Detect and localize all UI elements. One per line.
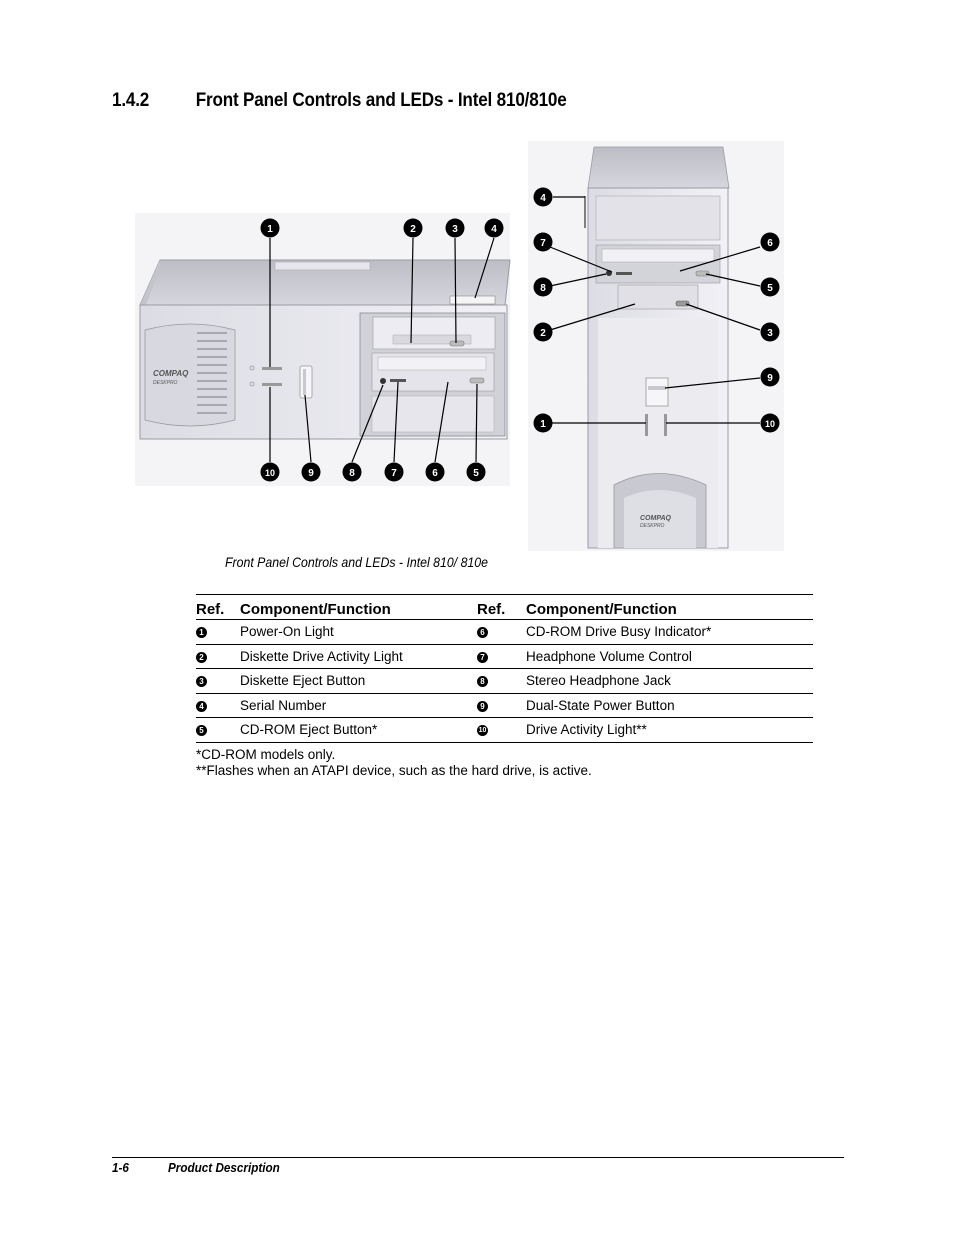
header-ref-1: Ref. [196,595,240,620]
tower-callout-5-label: 5 [767,283,773,294]
ref-badge: 9 [477,701,488,712]
ref-badge: 10 [478,727,487,735]
tower-callout-1-label: 1 [540,419,546,430]
tower-brand-logo: COMPAQ [640,515,671,522]
header-component-1: Component/Function [240,595,477,620]
footnote-cdrom: *CD-ROM models only. [196,747,336,762]
table-row [196,644,813,669]
desktop-unit [135,213,510,486]
tower-callout-4-label: 4 [540,193,546,204]
table-row [196,718,813,743]
ref-badge: 7 [477,652,488,663]
component-cell: Diskette Drive Activity Light [240,644,477,669]
table-row [196,693,813,718]
component-cell: Serial Number [240,693,477,718]
callout-4-label: 4 [491,224,497,235]
callout-8-label: 8 [349,468,355,479]
callout-3-label: 3 [452,224,458,235]
footer-title: Product Description [168,1160,280,1175]
callout-10-label: 10 [264,468,276,478]
footer-divider [112,1157,844,1158]
table-header-row [196,595,813,620]
component-cell: CD-ROM Drive Busy Indicator* [526,620,813,645]
tower-callout-2-label: 2 [540,328,546,339]
tower-callout-10-label: 10 [764,419,776,429]
component-cell: Diskette Eject Button [240,669,477,694]
tower-model-logo: DESKPRO [640,523,665,529]
footnote-atapi: **Flashes when an ATAPI device, such as the hard drive, is active. [196,763,592,778]
component-cell: CD-ROM Eject Button* [240,718,477,743]
tower-callout-9-label: 9 [767,373,773,384]
callout-6-label: 6 [432,468,438,479]
section-number: 1.4.2 [112,90,150,111]
ref-badge: 4 [196,701,207,712]
reference-table [196,594,813,743]
ref-badge: 8 [477,676,488,687]
table-row [196,620,813,645]
ref-badge: 1 [196,627,207,638]
ref-badge: 6 [477,627,488,638]
component-cell: Power-On Light [240,620,477,645]
desktop-brand-logo: COMPAQ [153,369,189,378]
tower-callout-7-label: 7 [540,238,546,249]
component-cell: Drive Activity Light** [526,718,813,743]
callout-1-label: 1 [267,224,273,235]
tower-callout-8-label: 8 [540,283,546,294]
front-panel-figure [0,0,954,560]
callout-5-label: 5 [473,468,479,479]
component-cell: Stereo Headphone Jack [526,669,813,694]
ref-badge: 2 [196,652,207,663]
footer-page-number: 1-6 [112,1160,129,1175]
desktop-model-logo: DESKPRO [153,380,178,386]
component-cell: Headphone Volume Control [526,644,813,669]
tower-unit [528,141,784,551]
tower-callout-3-label: 3 [767,328,773,339]
ref-badge: 5 [196,725,207,736]
ref-badge: 3 [196,676,207,687]
callout-7-label: 7 [391,468,397,479]
header-component-2: Component/Function [526,595,813,620]
figure-caption: Front Panel Controls and LEDs - Intel 810/ 810e [225,554,488,570]
tower-callout-6-label: 6 [767,238,773,249]
section-title: Front Panel Controls and LEDs - Intel 810/810e [195,90,567,111]
callout-9-label: 9 [308,468,314,479]
component-cell: Dual-State Power Button [526,693,813,718]
header-ref-2: Ref. [477,595,526,620]
callout-2-label: 2 [410,224,416,235]
table-row [196,669,813,694]
